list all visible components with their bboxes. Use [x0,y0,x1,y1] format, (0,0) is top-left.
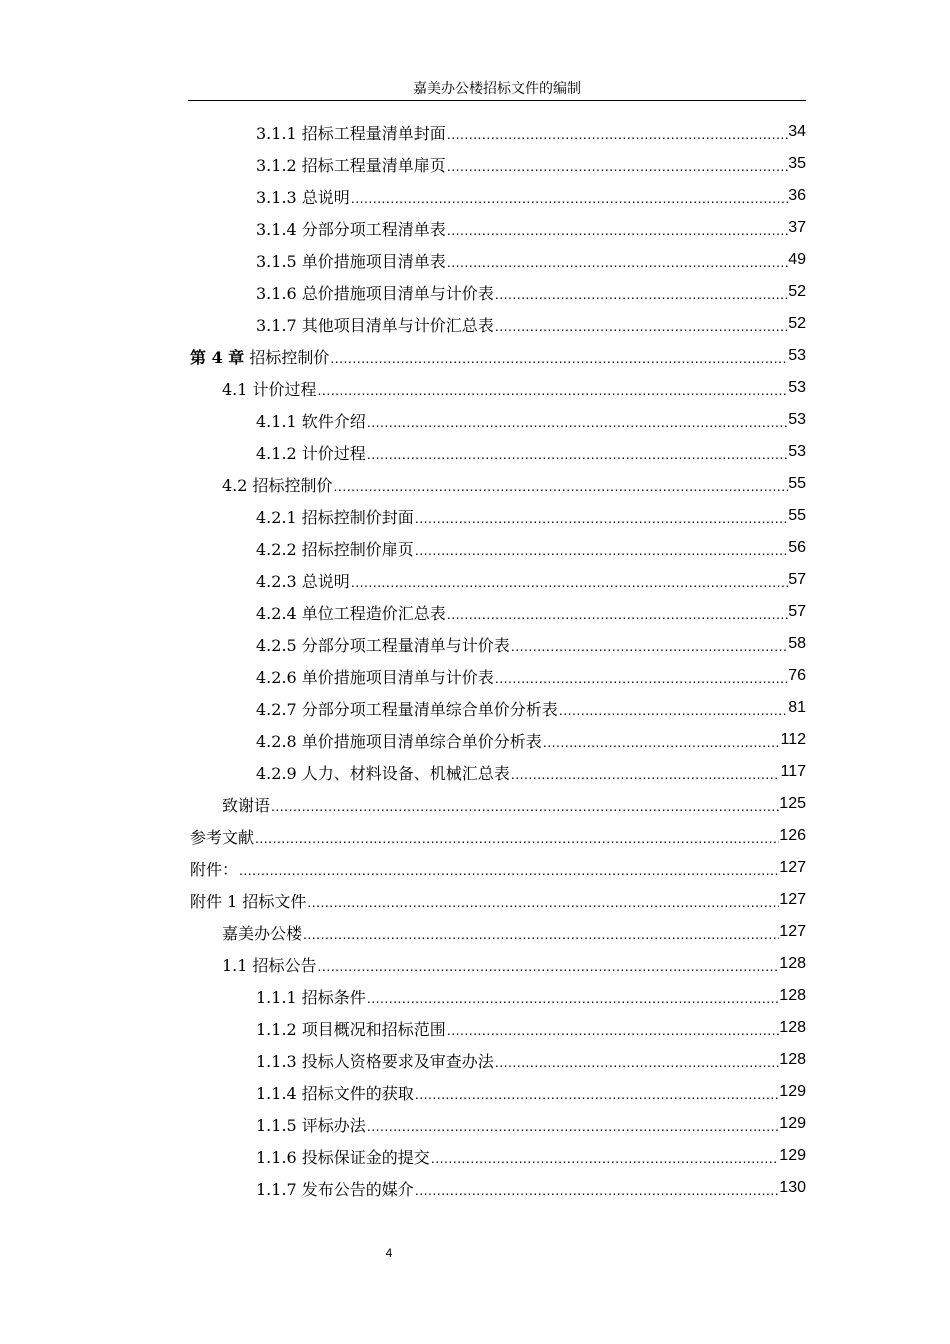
toc-entry-title: 4.1 计价过程 [222,379,317,399]
toc-leader-dots [351,190,788,212]
toc-leader-dots [511,638,788,660]
toc-entry-title: 1.1.4 招标文件的获取 [256,1083,414,1103]
toc-entry-title: 1.1.3 投标人资格要求及审查办法 [256,1051,494,1071]
toc-entry[interactable] [188,852,806,884]
toc-leader-dots [447,126,788,148]
toc-entry[interactable] [188,116,806,148]
toc-entry-title: 4.2.1 招标控制价封面 [256,507,414,527]
header-rule [188,100,806,101]
toc-leader-dots [495,286,788,308]
toc-entry-title: 附件： [190,859,239,879]
toc-entry-title: 嘉美办公楼 [222,923,303,943]
toc-entry[interactable] [188,1044,806,1076]
toc-entry[interactable] [188,500,806,532]
toc-entry-page: 52 [788,315,806,332]
toc-entry[interactable] [188,212,806,244]
toc-entry-title: 4.2.4 单位工程造价汇总表 [256,603,446,623]
toc-entry-page: 56 [788,539,806,556]
toc-entry[interactable] [188,276,806,308]
toc-entry-title: 4.2.8 单价措施项目清单综合单价分析表 [256,731,542,751]
toc-entry[interactable] [188,820,806,852]
toc-entry[interactable] [188,1012,806,1044]
toc-entry-page: 53 [788,411,806,428]
toc-leader-dots [447,158,788,180]
toc-entry-page: 58 [788,635,806,652]
toc-entry-page: 57 [788,571,806,588]
toc-leader-dots [415,510,788,532]
toc-entry-page: 127 [779,923,806,940]
toc-entry-title: 4.2.9 人力、材料设备、机械汇总表 [256,763,510,783]
toc-entry[interactable] [188,628,806,660]
toc-entry-page: 35 [788,155,806,172]
toc-entry-title: 参考文献 [190,827,255,847]
toc-entry-title: 3.1.1 招标工程量清单封面 [256,123,446,143]
toc-entry-page: 36 [788,187,806,204]
toc-entry-title: 3.1.6 总价措施项目清单与计价表 [256,283,494,303]
toc-entry-page: 129 [779,1147,806,1164]
toc-entry[interactable] [188,916,806,948]
toc-leader-dots [559,702,788,724]
toc-entry[interactable] [188,340,806,372]
toc-entry-page: 49 [788,251,806,268]
toc-entry[interactable] [188,788,806,820]
toc-entry-page: 53 [788,379,806,396]
toc-entry[interactable] [188,148,806,180]
toc-entry[interactable] [188,756,806,788]
toc-entry-page: 126 [779,827,806,844]
toc-leader-dots [318,382,789,404]
toc-entry-title: 4.2.7 分部分项工程量清单综合单价分析表 [256,699,558,719]
toc-entry[interactable] [188,532,806,564]
table-of-contents [188,116,806,1204]
toc-leader-dots [447,254,788,276]
toc-entry-title: 3.1.4 分部分项工程清单表 [256,219,446,239]
toc-leader-dots [367,1118,779,1140]
toc-entry-title: 1.1.6 投标保证金的提交 [256,1147,430,1167]
toc-leader-dots [543,734,781,756]
toc-entry-page: 125 [779,795,806,812]
toc-entry-page: 76 [788,667,806,684]
toc-entry[interactable] [188,308,806,340]
toc-entry[interactable] [188,564,806,596]
toc-entry-page: 128 [779,987,806,1004]
toc-leader-dots [495,670,788,692]
toc-entry-title: 3.1.7 其他项目清单与计价汇总表 [256,315,494,335]
toc-entry[interactable] [188,948,806,980]
toc-entry[interactable] [188,1076,806,1108]
toc-entry-title: 3.1.3 总说明 [256,187,350,207]
toc-entry-page: 129 [779,1115,806,1132]
toc-entry-page: 117 [780,763,806,780]
toc-leader-dots [511,766,781,788]
toc-leader-dots [239,862,779,884]
toc-entry[interactable] [188,596,806,628]
toc-entry[interactable] [188,1140,806,1172]
toc-leader-dots [271,798,779,820]
toc-entry[interactable] [188,724,806,756]
toc-entry-page: 127 [779,891,806,908]
toc-entry[interactable] [188,180,806,212]
toc-leader-dots [431,1150,779,1172]
toc-entry-page: 112 [780,731,806,748]
toc-entry-page: 53 [788,443,806,460]
toc-leader-dots [255,830,779,852]
toc-entry-page: 57 [788,603,806,620]
toc-entry[interactable] [188,1108,806,1140]
toc-entry[interactable] [188,660,806,692]
toc-entry[interactable] [188,692,806,724]
toc-entry-title: 4.1.2 计价过程 [256,443,366,463]
toc-entry[interactable] [188,244,806,276]
running-header: 嘉美办公楼招标文件的编制 [413,81,581,97]
toc-entry-page: 52 [788,283,806,300]
toc-entry-page: 128 [779,1019,806,1036]
toc-leader-dots [318,958,780,980]
toc-entry[interactable] [188,884,806,916]
toc-entry-title: 1.1.2 项目概况和招标范围 [256,1019,446,1039]
toc-entry-page: 129 [779,1083,806,1100]
toc-entry-page: 34 [788,123,806,140]
toc-leader-dots [330,350,788,372]
toc-entry-title: 4.2.2 招标控制价扉页 [256,539,414,559]
toc-entry[interactable] [188,980,806,1012]
toc-entry-page: 81 [788,699,806,716]
toc-leader-dots [415,1086,779,1108]
toc-entry[interactable] [188,1172,806,1204]
toc-entry[interactable] [188,468,806,500]
toc-leader-dots [495,1054,779,1076]
page-number: 4 [385,1246,393,1260]
toc-entry-title: 附件 1 招标文件 [190,891,307,911]
toc-leader-dots [447,222,788,244]
toc-entry-title: 1.1.1 招标条件 [256,987,366,1007]
toc-leader-dots [303,926,779,948]
toc-leader-dots [351,574,788,596]
toc-entry-title: 致谢语 [222,795,271,815]
toc-entry-title: 4.1.1 软件介绍 [256,411,366,431]
toc-entry[interactable] [188,404,806,436]
toc-entry[interactable] [188,372,806,404]
toc-leader-dots [415,1182,779,1204]
toc-leader-dots [415,542,788,564]
toc-leader-dots [447,1022,779,1044]
toc-entry-page: 37 [788,219,806,236]
toc-entry-title: 3.1.2 招标工程量清单扉页 [256,155,446,175]
toc-entry-page: 127 [779,859,806,876]
toc-entry-title: 4.2.6 单价措施项目清单与计价表 [256,667,494,687]
toc-leader-dots [334,478,789,500]
toc-entry-page: 130 [779,1179,806,1196]
toc-entry-title: 3.1.5 单价措施项目清单表 [256,251,446,271]
toc-entry-title: 1.1.5 评标办法 [256,1115,366,1135]
toc-entry-page: 55 [788,475,806,492]
toc-leader-dots [447,606,788,628]
toc-leader-dots [367,414,788,436]
toc-entry-title: 1.1.7 发布公告的媒介 [256,1179,414,1199]
toc-entry-page: 128 [779,955,806,972]
toc-entry[interactable] [188,436,806,468]
toc-entry-title: 1.1 招标公告 [222,955,317,975]
toc-entry-title: 第 4 章 招标控制价 [190,347,330,367]
toc-entry-page: 128 [779,1051,806,1068]
toc-entry-title: 4.2 招标控制价 [222,475,333,495]
toc-entry-page: 55 [788,507,806,524]
toc-entry-title: 4.2.3 总说明 [256,571,350,591]
toc-entry-page: 53 [788,347,806,364]
toc-leader-dots [495,318,788,340]
toc-entry-title: 4.2.5 分部分项工程量清单与计价表 [256,635,510,655]
toc-leader-dots [367,990,779,1012]
toc-leader-dots [367,446,788,468]
toc-leader-dots [307,894,779,916]
